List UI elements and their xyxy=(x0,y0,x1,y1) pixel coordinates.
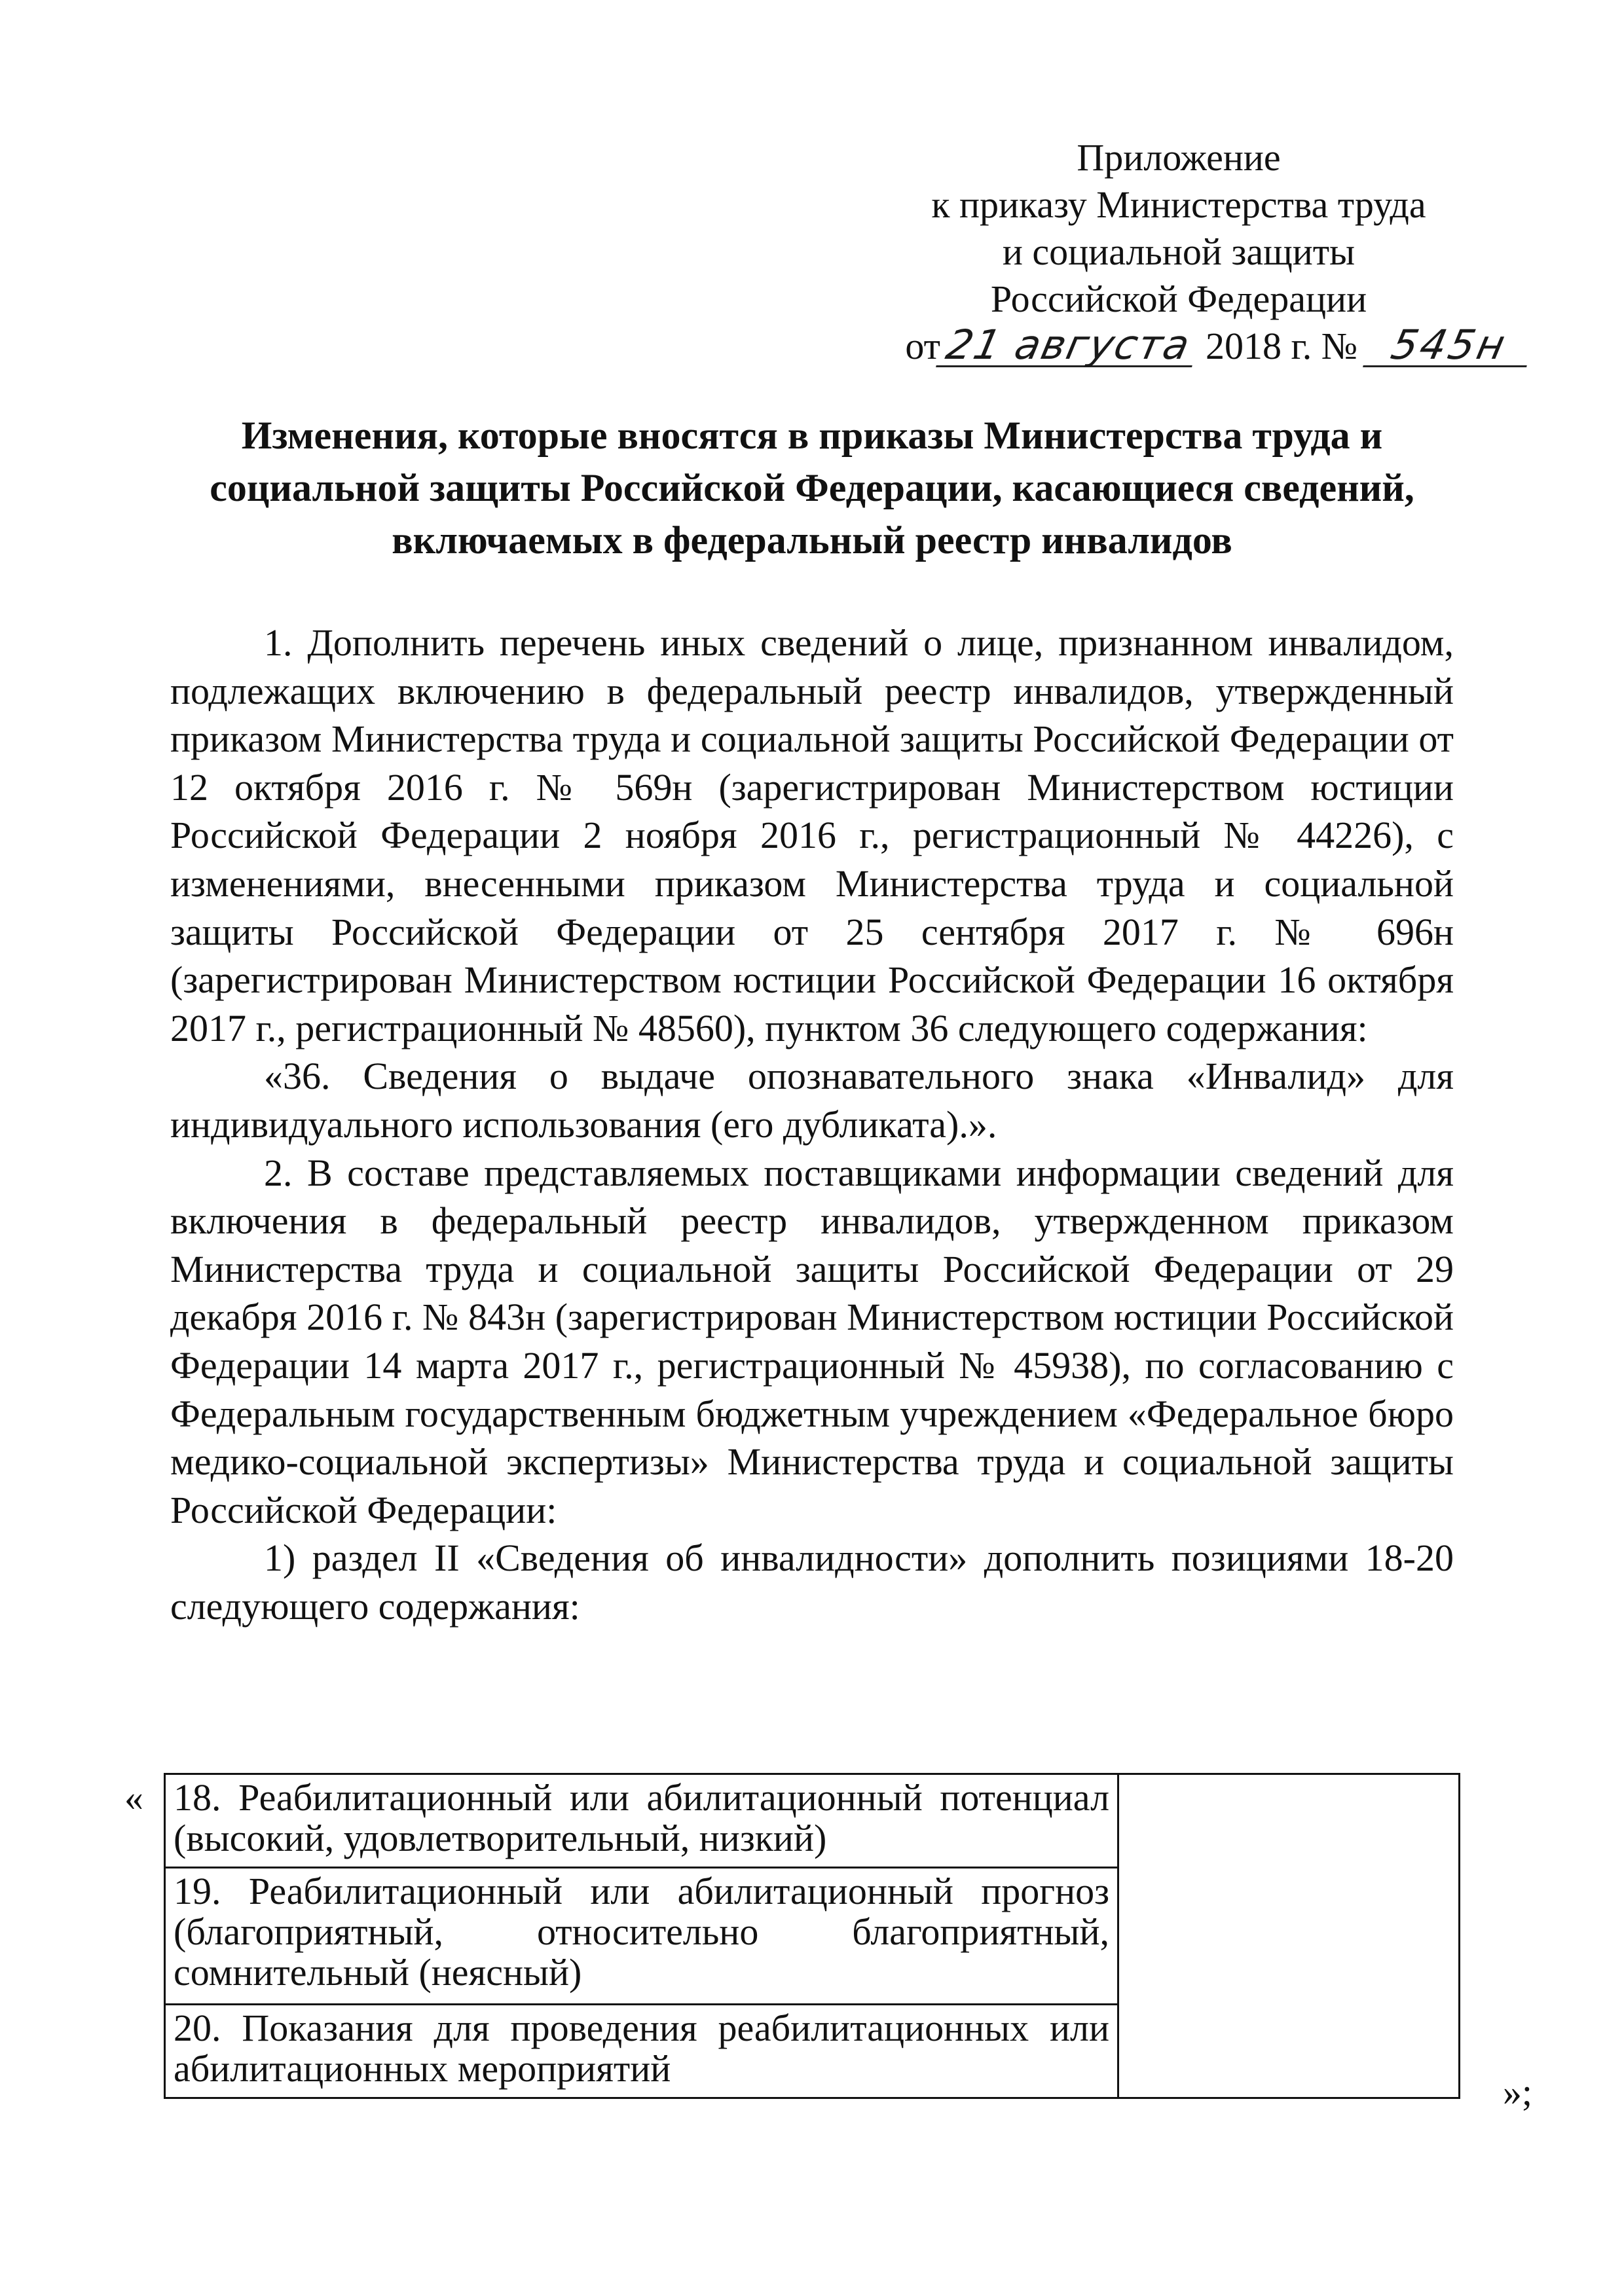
title-line: социальной защиты Российской Федерации, касающиеся сведений, xyxy=(210,466,1414,509)
paragraph-2-1: 1) раздел II «Сведения об инвалидности» дополнить позициями 18-20 следующего содержания: xyxy=(170,1537,1454,1628)
table-cell-empty xyxy=(1118,1774,1460,2098)
appendix-header xyxy=(851,134,1512,370)
paragraph-1: 1. Дополнить перечень иных сведений о лице, признанном инвалидом, подлежащих включению в федеральный реестр инвалидов, утвержденный приказом Министерства труда и социальной защиты Российской Федерации от 12 октября 2016 г. № 569н (зарегистрирован Министерством юстиции Российской Федерации 2 ноября 2016 г., регистрационный № 44226), с изменениями, внесенными приказом Министерства труда и социальной защиты Российской Федерации от 25 сентября 2017 г. № 696н (зарегистрирован Министерством юстиции Российской Федерации 16 октября 2017 г., регистрационный № 48560), пунктом 36 следующего содержания: xyxy=(170,621,1454,1049)
appendix-line: к приказу Министерства труда xyxy=(931,183,1426,226)
title-line: Изменения, которые вносятся в приказы Министерства труда и xyxy=(241,414,1383,457)
open-quote: « xyxy=(124,1776,143,1819)
appendix-line: Приложение xyxy=(1077,136,1281,179)
document-body xyxy=(170,619,1454,1630)
handwritten-order-number: 545н xyxy=(1363,325,1536,367)
appendix-line: Российской Федерации xyxy=(990,278,1367,320)
table-row xyxy=(165,1774,1460,1868)
handwritten-date: 21 августа xyxy=(936,325,1200,367)
table-cell-item: 20. Показания для проведения реабилитационных или абилитационных мероприятий xyxy=(165,2005,1118,2098)
appendix-line: и социальной защиты xyxy=(1002,230,1356,273)
order-date-line xyxy=(891,323,1545,370)
year-text: 2018 г. № xyxy=(1206,325,1358,367)
title-line: включаемых в федеральный реестр инвалидов xyxy=(392,519,1232,562)
close-quote: »; xyxy=(1502,2071,1532,2113)
date-prefix: от xyxy=(905,325,940,367)
paragraph-2: 2. В составе представляемых поставщиками информации сведений для включения в федеральный реестр инвалидов, утвержденном приказом Министерства труда и социальной защиты Российской Федерации от 29 декабря 2016 г. № 843н (зарегистрирован Министерством юстиции Российской Федерации 14 марта 2017 г., регистрационный № 45938), по согласованию с Федеральным государственным бюджетным учреждением «Федеральное бюро медико-социальной экспертизы» Министерства труда и социальной защиты Российской Федерации: xyxy=(170,1151,1454,1531)
document-title xyxy=(170,409,1454,566)
table-cell-item: 19. Реабилитационный или абилитационный прогноз (благоприятный, относительно благоприятный, сомнительный (неясный) xyxy=(165,1868,1118,2005)
positions-table xyxy=(164,1773,1460,2099)
inset-table-block xyxy=(124,1773,1532,2120)
paragraph-quote-36: «36. Сведения о выдаче опознавательного знака «Инвалид» для индивидуального использования (его дубликата).». xyxy=(170,1055,1454,1146)
table-cell-item: 18. Реабилитационный или абилитационный потенциал (высокий, удовлетворительный, низкий) xyxy=(165,1774,1118,1868)
